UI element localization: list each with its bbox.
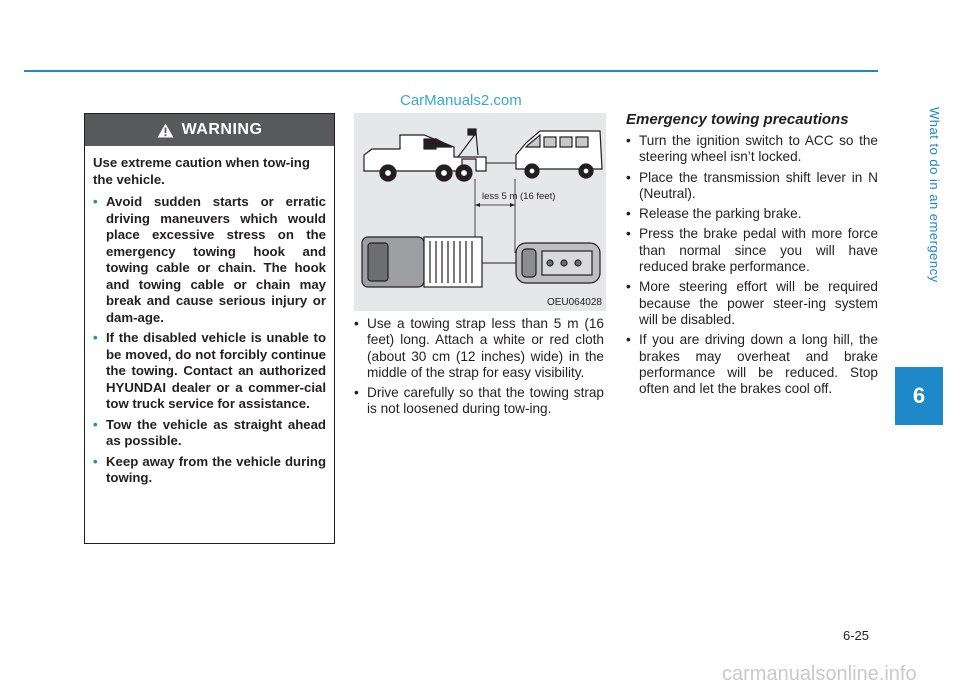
warning-header bbox=[85, 114, 334, 146]
bullet-icon: • bbox=[626, 332, 631, 348]
watermark-bottom[interactable]: carmanualsonline.info bbox=[722, 663, 917, 685]
bullet-icon: • bbox=[354, 385, 359, 401]
page-number: 6-25 bbox=[843, 628, 870, 643]
warning-box bbox=[84, 113, 335, 544]
bullet-icon: • bbox=[626, 279, 631, 295]
right-column bbox=[626, 133, 878, 401]
list-item: • Drive carefully so that the towing strap is not loosened during tow-ing. bbox=[354, 385, 604, 417]
warning-intro: Use extreme caution when tow-ing the vehicle. bbox=[93, 155, 310, 187]
tow-truck-side-illustration bbox=[364, 129, 486, 181]
warning-triangle-icon bbox=[157, 123, 174, 138]
van-top-illustration bbox=[516, 243, 600, 283]
bullet-icon: • bbox=[93, 194, 98, 209]
list-item: • If you are driving down a long hill, the brakes may overheat and brake performance will be reduced. Stop often and let the brakes cool off. bbox=[626, 332, 878, 397]
bullet-icon: • bbox=[626, 133, 631, 148]
bullet-icon: • bbox=[93, 453, 98, 469]
precautions-list bbox=[626, 133, 878, 397]
warning-item: • Keep away from the vehicle during towing. bbox=[93, 453, 326, 485]
list-item: • Press the brake pedal with more force than normal since you will have reduced brake performance. bbox=[626, 226, 878, 275]
watermark-top[interactable]: CarManuals2.com bbox=[400, 92, 522, 109]
list-item: • Use a towing strap less than 5 m (16 feet) long. Attach a white or red cloth (about 30 cm (12 inches) wide) in the middle of the strap for easy visibility. bbox=[354, 316, 604, 380]
bullet-icon: • bbox=[626, 206, 631, 222]
bullet-icon: • bbox=[93, 416, 98, 432]
towing-diagram-illustration bbox=[354, 113, 606, 311]
warning-item: • Tow the vehicle as straight ahead as possible. bbox=[93, 416, 326, 448]
section-title: Emergency towing precautions bbox=[626, 111, 849, 128]
warning-item: • Avoid sudden starts or erratic driving maneuvers which would place excessive stress on the emergency towing hook and towing cable or chain. The hook and towing cable or chain may break and cause serious injury or dam-age. bbox=[93, 194, 326, 325]
bullet-icon: • bbox=[626, 169, 631, 185]
warning-item: • If the disabled vehicle is unable to be moved, do not forcibly continue the towing. Contact an authorized HYUNDAI dealer or a commer-cial tow truck service for assistance. bbox=[93, 330, 326, 411]
bullet-icon: • bbox=[354, 316, 359, 331]
van-side-illustration bbox=[516, 131, 602, 178]
distance-label: less 5 m (16 feet) bbox=[482, 191, 556, 202]
bullet-icon: • bbox=[626, 226, 631, 242]
towing-diagram bbox=[354, 113, 606, 311]
list-item: • Release the parking brake. bbox=[626, 206, 802, 222]
chapter-number-badge: 6 bbox=[895, 367, 943, 425]
bullet-icon: • bbox=[93, 330, 98, 345]
list-item: • More steering effort will be required because the power steer-ing system will be disabled. bbox=[626, 279, 878, 327]
figure-code: OEU064028 bbox=[546, 297, 602, 308]
tow-truck-top-illustration bbox=[362, 237, 482, 287]
list-item: • Turn the ignition switch to ACC so the steering wheel isn’t locked. bbox=[626, 133, 878, 165]
middle-column bbox=[354, 316, 604, 422]
warning-title: WARNING bbox=[181, 121, 263, 138]
towing-strap-list bbox=[354, 316, 604, 418]
warning-list bbox=[93, 194, 326, 487]
list-item: • Place the transmission shift lever in N (Neutral). bbox=[626, 169, 878, 201]
chapter-tab-label: What to do in an emergency bbox=[927, 107, 942, 283]
header-rule bbox=[24, 70, 878, 72]
warning-body bbox=[85, 146, 334, 487]
